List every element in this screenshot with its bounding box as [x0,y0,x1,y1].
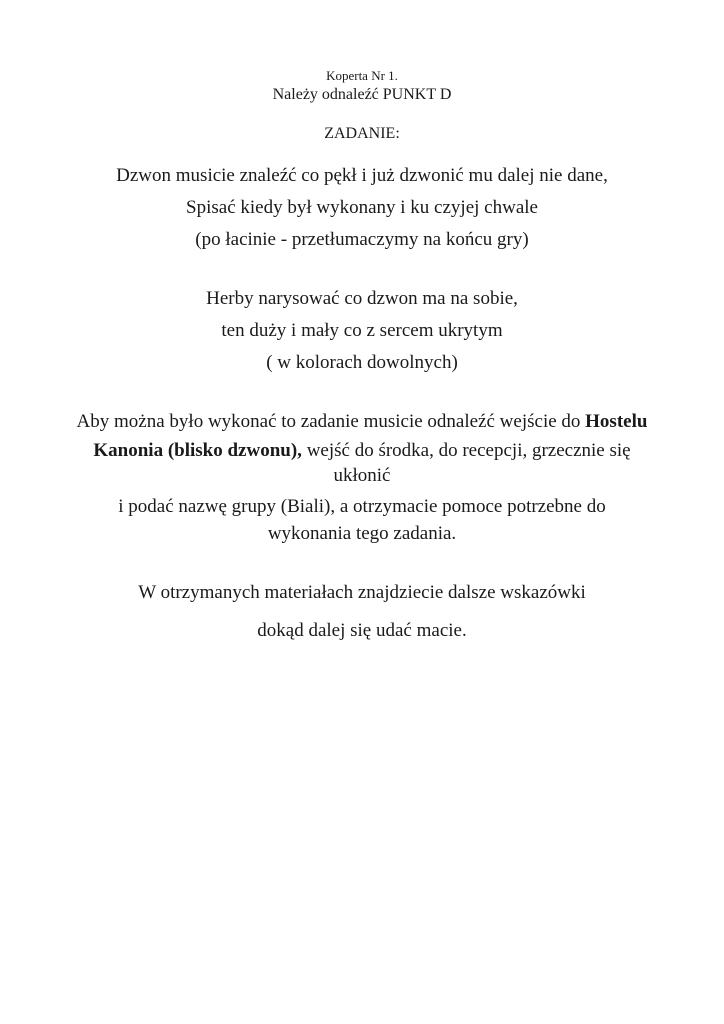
verse1-line3: (po łacinie - przetłumaczymy na końcu gry) [195,229,529,250]
closing-line2: dokąd dalej się udać macie. [257,620,467,641]
instructions-line2-text: wejść do środka, do recepcji, grzecznie się [301,440,631,461]
instructions-line1 [0,411,724,433]
hostel-name-part2: Kanonia (blisko dzwonu), [93,440,302,461]
task-heading: ZADANIE: [324,125,400,142]
instructions-line4: i podać nazwę grupy (Biali), a otrzymacie pomoce potrzebne do [118,496,606,517]
verse2-line2: ten duży i mały co z sercem ukrytym [221,320,503,341]
verse2-line3: ( w kolorach dowolnych) [266,352,458,373]
verse1-line2: Spisać kiedy był wykonany i ku czyjej chwale [186,197,538,218]
verse1-line1: Dzwon musicie znaleźć co pękł i już dzwonić mu dalej nie dane, [116,165,608,186]
hostel-name-part1: Hostelu [585,411,648,432]
verse2-line1: Herby narysować co dzwon ma na sobie, [206,288,518,309]
instructions-line5: wykonania tego zadania. [267,523,457,544]
envelope-number: Koperta Nr 1. [326,68,398,83]
closing-line1: W otrzymanych materiałach znajdziecie dalsze wskazówki [138,582,586,603]
goal-line: Należy odnaleźć PUNKT D [272,86,452,103]
instructions-line2 [0,440,724,462]
instructions-line3: ukłonić [333,465,391,486]
instructions-line1-text: Aby można było wykonać to zadanie musicie odnaleźć wejście do [76,411,586,432]
